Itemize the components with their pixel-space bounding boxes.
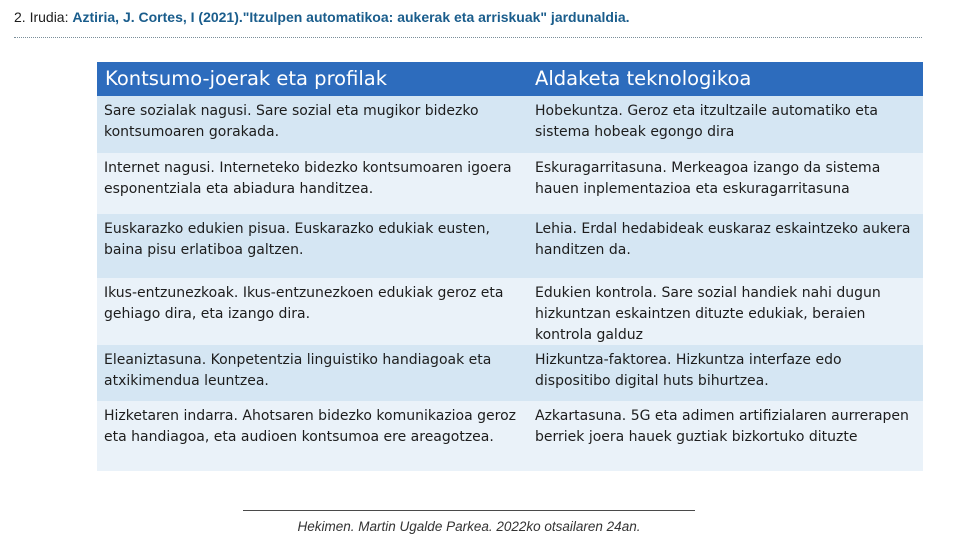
figure-caption [14,9,922,35]
cell-trend: Internet nagusi. Interneteko bidezko kontsumoaren igoera esponentziala eta abiadura handitzea. [104,160,512,197]
table-row [97,345,923,401]
cell-trend: Sare sozialak nagusi. Sare sozial eta mugikor bidezko kontsumoaren gorakada. [104,103,479,140]
source-divider [243,510,695,511]
header-technological-change: Aldaketa teknologikoa [535,67,752,90]
cell-technology: Hizkuntza-faktorea. Hizkuntza interfaze edo dispositibo digital huts bihurtzea. [535,352,842,389]
comparison-table [97,62,923,471]
cell-trend: Hizketaren indarra. Ahotsaren bidezko komunikazioa geroz eta handiagoa, eta audioen kontsumoa ere areagotzea. [104,408,517,445]
cell-trend: Ikus-entzunezkoak. Ikus-entzunezkoen edukiak geroz eta gehiago dira, eta izango dira. [104,285,504,322]
table-row [97,96,923,153]
cell-trend: Euskarazko edukien pisua. Euskarazko edukiak eusten, baina pisu erlatiboa galtzen. [104,221,490,258]
cell-technology: Lehia. Erdal hedabideak euskaraz eskaintzeko aukera handitzen da. [535,221,911,258]
cell-technology: Edukien kontrola. Sare sozial handiek nahi dugun hizkuntzan eskaintzen dituzte edukiak, beraien kontrola galduz [535,285,881,343]
table-row [97,278,923,345]
source-note: Hekimen. Martin Ugalde Parkea. 2022ko otsailaren 24an. [297,519,641,534]
table-row [97,153,923,214]
table-row [97,401,923,471]
caption-label: 2. Irudia: [14,9,73,25]
cell-technology: Eskuragarritasuna. Merkeagoa izango da sistema hauen inplementazioa eta eskuragarritasuna [535,160,881,197]
header-consumption-trends: Kontsumo-joerak eta profilak [105,67,388,90]
table-header [97,62,923,96]
cell-technology: Hobekuntza. Geroz eta itzultzaile automatiko eta sistema hobeak egongo dira [535,103,878,140]
caption-title: Aztiria, J. Cortes, I (2021)."Itzulpen automatikoa: aukerak eta arriskuak" jardunaldia. [72,9,630,25]
table-row [97,214,923,278]
cell-trend: Eleaniztasuna. Konpetentzia linguistiko handiagoak eta atxikimendua leuntzea. [104,352,492,389]
cell-technology: Azkartasuna. 5G eta adimen artifizialaren aurrerapen berriek joera hauek guztiak bizkortuko dituzte [535,408,909,445]
caption-divider [14,37,922,38]
